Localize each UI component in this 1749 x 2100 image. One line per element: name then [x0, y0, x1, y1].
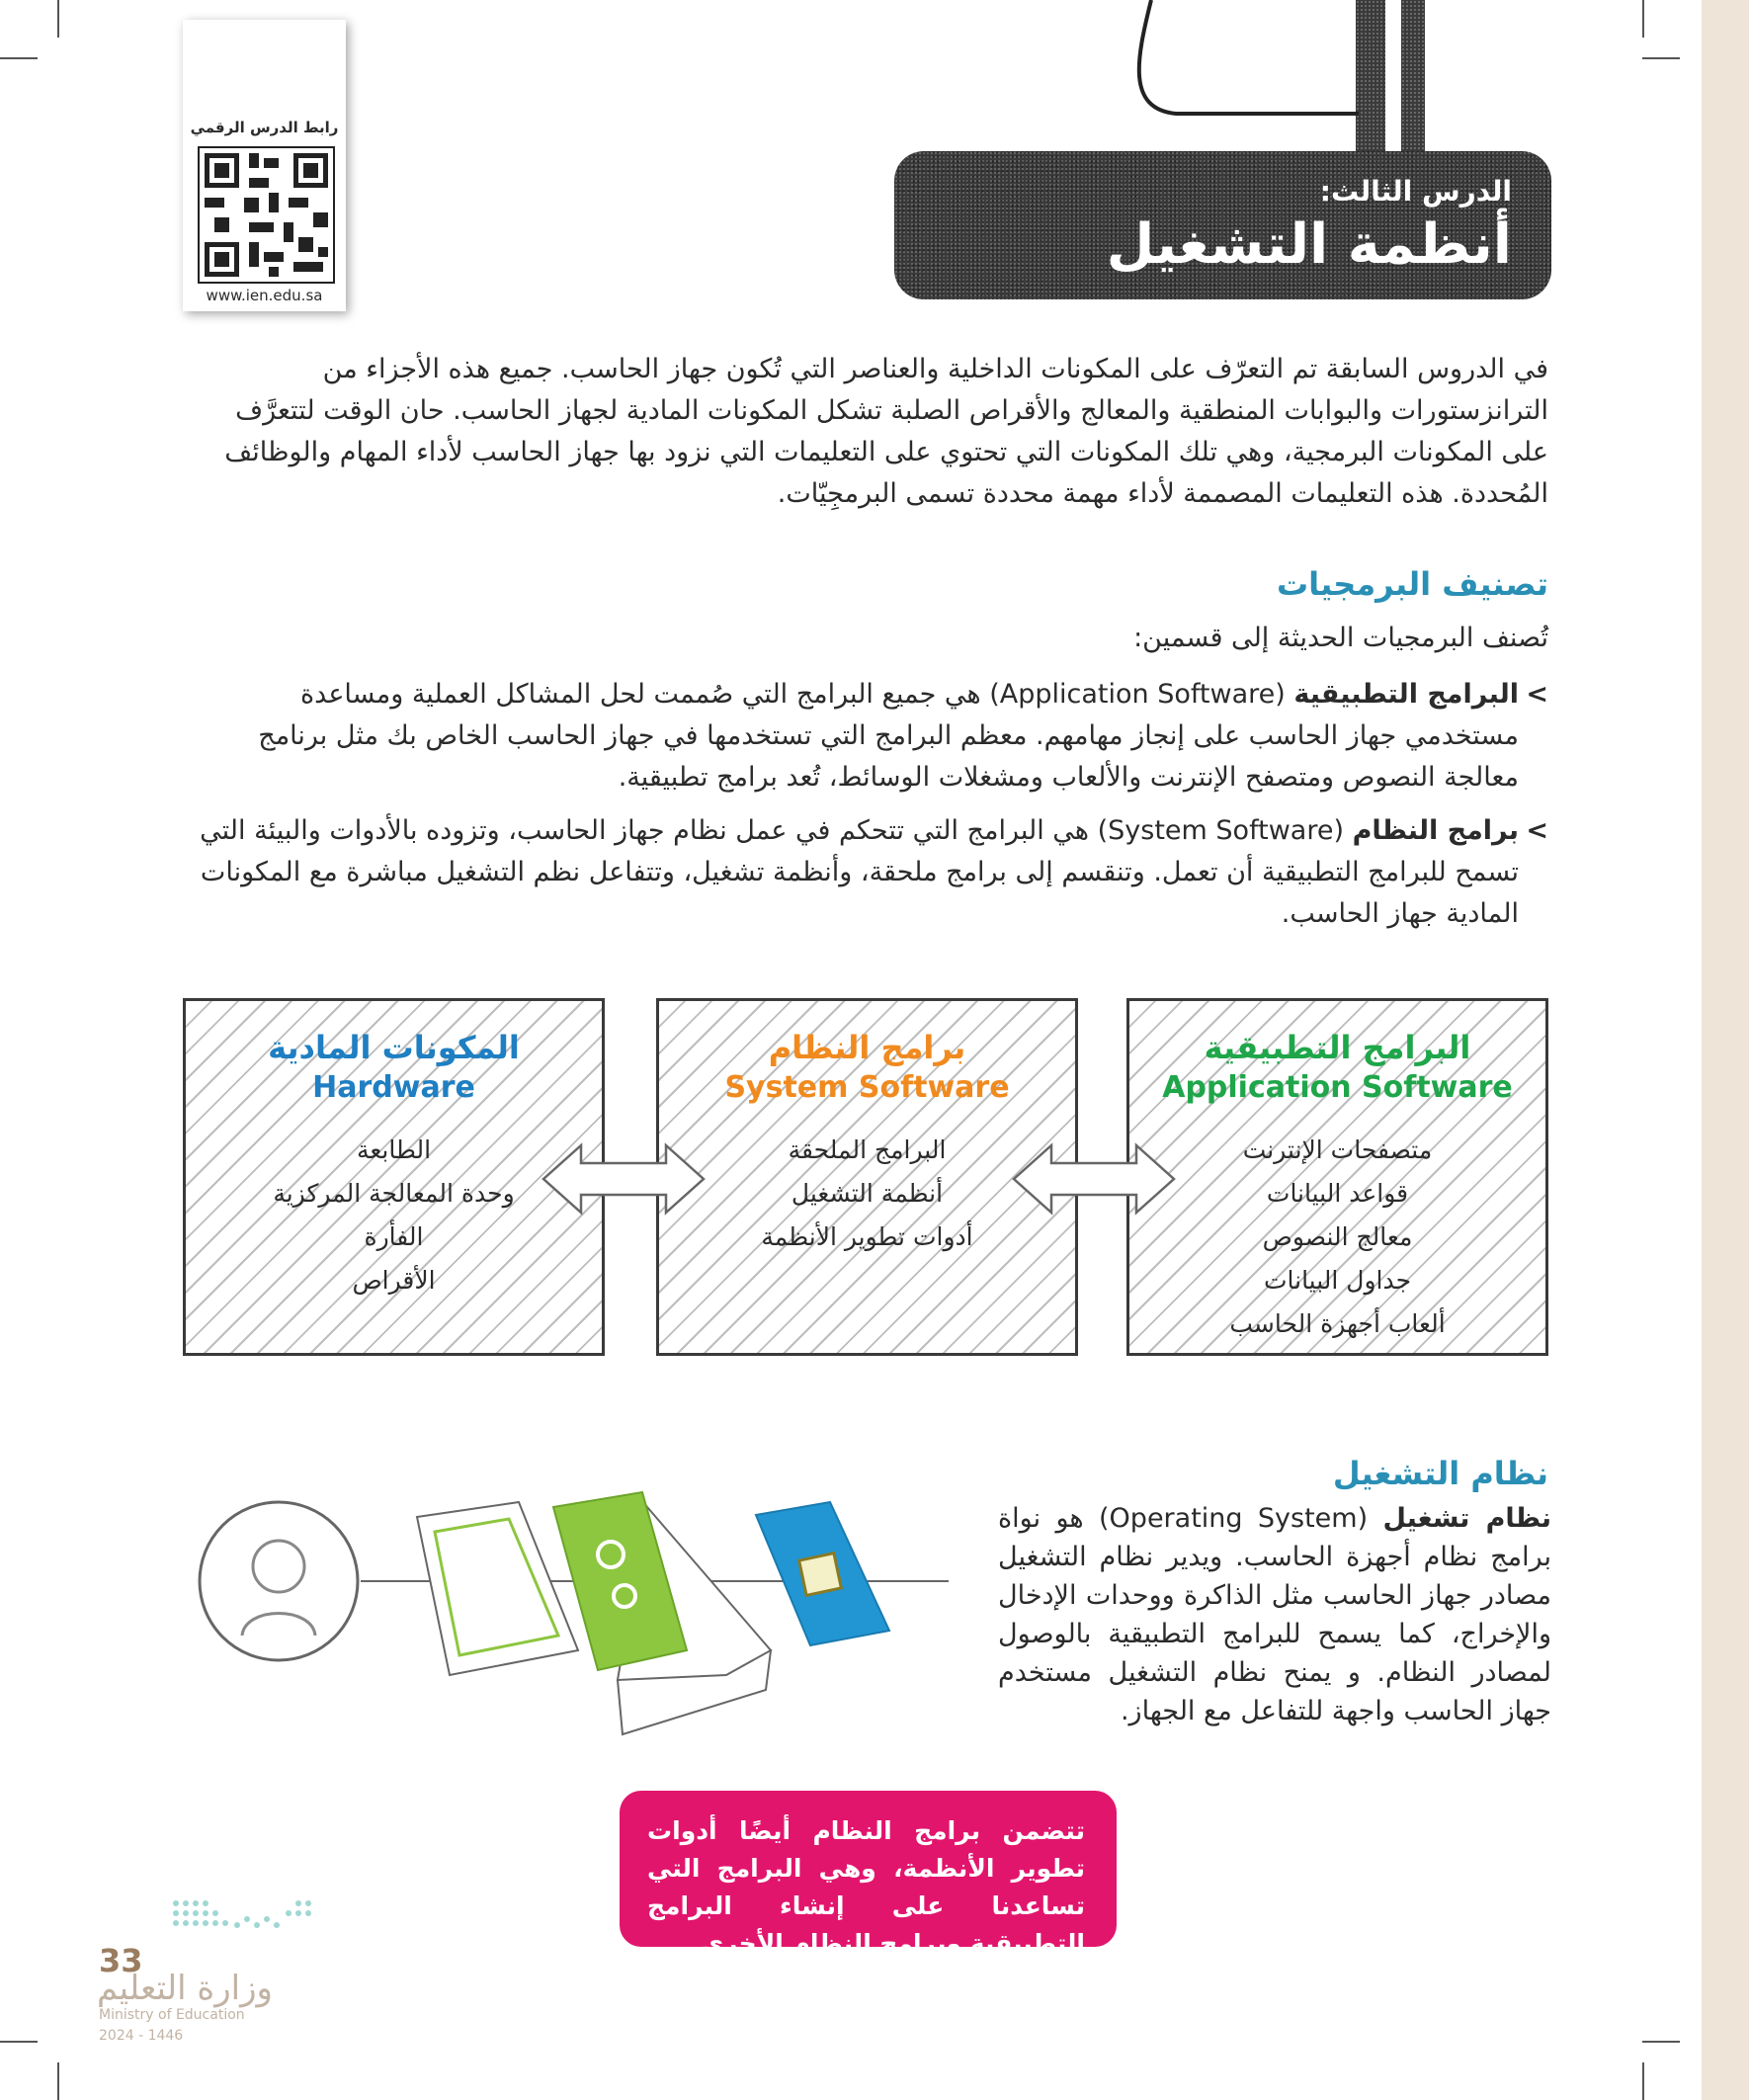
bullet-system-software [183, 810, 1548, 935]
crop-mark [57, 0, 59, 38]
ministry-name-en: Ministry of Education [99, 2007, 245, 2023]
application-software-text: (Application Software) هي جميع البرامج التي صُممت لحل المشاكل العملية ومساعدة مستخدمي جهاز الحاسب على إنجاز مهامهم. معظم البرامج التي تستخدمها في جهاز الحاسب الخاص بك مثل برنامج معالجة النصوص ومتصفح الإنترنت والألعاب ومشغلات الوسائط، تُعد برامج تطبيقية. [258, 679, 1519, 793]
crop-mark [1642, 57, 1680, 59]
list-item: ألعاب أجهزة الحاسب [1229, 1309, 1446, 1338]
box-application-software [1126, 998, 1548, 1356]
box-title-en: Hardware [312, 1070, 475, 1105]
bullet-marker: > [1526, 679, 1548, 710]
classification-heading: تصنيف البرمجيات [1277, 565, 1548, 603]
os-heading: نظام التشغيل [1332, 1455, 1548, 1492]
crop-mark [1642, 0, 1644, 38]
list-item: أدوات تطوير الأنظمة [761, 1222, 973, 1251]
list-item: البرامج الملحقة [788, 1135, 947, 1164]
crop-mark [57, 2062, 59, 2100]
os-paragraph [998, 1499, 1551, 1730]
list-item: متصفحات الإنترنت [1242, 1135, 1433, 1164]
box-title-en: Application Software [1162, 1070, 1513, 1105]
app-window-icon [417, 1502, 578, 1675]
list-item: الطابعة [356, 1135, 432, 1164]
intro-paragraph: في الدروس السابقة تم التعرّف على المكونات الداخلية والعناصر التي تُكون جهاز الحاسب. جميع هذه الأجزاء من الترانزستورات والبوابات المنطقية والمعالج والأقراص الصلبة تشكل المكونات المادية لجهاز الحاسب. حان الوقت لتتعرَّف على المكونات البرمجية، وهي تلك المكونات التي تحتوي على التعليمات التي نزود بها جهاز الحاسب لأداء المهام والوظائف المُحددة. هذه التعليمات المصممة لأداء مهمة محددة تسمى البرمجِيّات. [224, 354, 1548, 509]
note-callout: تتضمن برامج النظام أيضًا أدوات تطوير الأنظمة، وهي البرامج التي تساعدنا على إنشاء البرامج التطبيقية وبرامج النظام الأخرى. [620, 1791, 1117, 1947]
page-number: 33 [99, 1942, 143, 1979]
list-item: الفأرة [364, 1222, 424, 1251]
crop-mark [1642, 2041, 1680, 2043]
classification-intro: تُصنف البرمجيات الحديثة إلى قسمين: [1133, 623, 1548, 653]
list-item: معالج النصوص [1262, 1222, 1413, 1251]
lesson-title: أنظمة التشغيل [1106, 212, 1512, 277]
qr-code-icon[interactable] [198, 146, 335, 284]
list-item: الأقراص [352, 1266, 436, 1295]
cpu-chip-icon [756, 1502, 889, 1645]
bullet-application-software [183, 674, 1548, 798]
box-title-ar: برامج النظام [768, 1029, 966, 1066]
box-title-ar: البرامج التطبيقية [1204, 1029, 1471, 1066]
lesson-label: الدرس الثالث: [1319, 175, 1512, 208]
os-text: (Operating System) هو نواة برامج نظام أجهزة الحاسب. ويدير نظام التشغيل مصادر جهاز الحاسب مثل الذاكرة ووحدات الإدخال والإخراج، كما يسمح للبرامج التطبيقية بالوصول لمصادر النظام. و يمنح نظام التشغيل مستخدم جهاز الحاسب واجهة للتفاعل مع الجهاز. [998, 1503, 1551, 1726]
list-item: أنظمة التشغيل [791, 1179, 944, 1208]
qr-label: رابط الدرس الرقمي [190, 119, 339, 136]
crop-mark [0, 57, 38, 59]
double-arrow-icon [1012, 1141, 1176, 1217]
system-software-text: (System Software) هي البرامج التي تتحكم في عمل نظام جهاز الحاسب، وتزوده بالأدوات والبيئة التي تسمح للبرامج التطبيقية أن تعمل. وتنقسم إلى برامج ملحقة، وأنظمة تشغيل، وتتفاعل نظم التشغيل مباشرة مع المكونات المادية جهاز الحاسب. [200, 815, 1519, 929]
banner-pillar [1401, 0, 1425, 158]
cable-icon [1117, 0, 1374, 158]
box-title-en: System Software [724, 1070, 1010, 1105]
side-strip [1702, 0, 1749, 2100]
ministry-year: 2024 - 1446 [99, 2028, 184, 2044]
double-arrow-icon [541, 1141, 706, 1217]
bullet-marker: > [1526, 815, 1548, 846]
ministry-name-ar: وزارة التعليم [97, 1969, 273, 2008]
term-system-software: برامج النظام [1352, 815, 1519, 846]
lesson-banner [894, 151, 1551, 299]
qr-card[interactable] [183, 20, 346, 311]
qr-url[interactable]: www.ien.edu.sa [206, 287, 323, 304]
ministry-logo-icon [168, 1895, 326, 1940]
os-layers-illustration [198, 1487, 968, 1749]
list-item: وحدة المعالجة المركزية [273, 1179, 515, 1208]
list-item: قواعد البيانات [1266, 1179, 1409, 1208]
list-item: جداول البيانات [1263, 1266, 1412, 1295]
crop-mark [1642, 2062, 1644, 2100]
crop-mark [0, 2041, 38, 2043]
box-title-ar: المكونات المادية [268, 1029, 520, 1066]
term-application-software: البرامج التطبيقية [1293, 679, 1519, 710]
term-operating-system: نظام تشغيل [1382, 1503, 1551, 1534]
